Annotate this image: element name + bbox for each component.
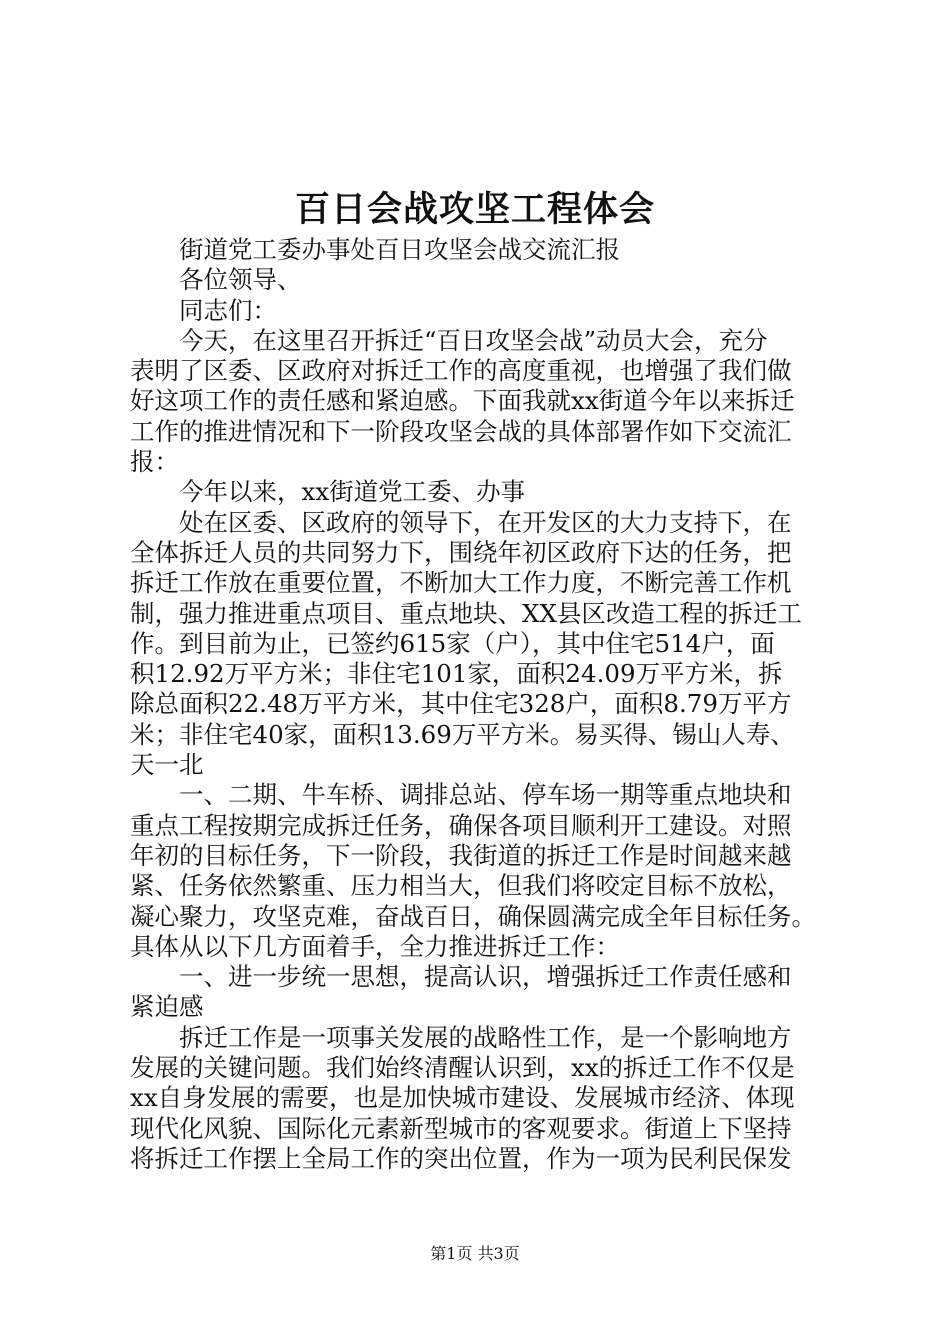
text-line: 现代化风貌、国际化元素新型城市的客观要求。街道上下坚持: [130, 1113, 792, 1143]
text-line: 天一北: [130, 750, 204, 780]
text-line: 工作的推进情况和下一阶段攻坚会战的具体部署作如下交流汇: [130, 416, 792, 446]
text-line: 街道党工委办事处百日攻坚会战交流汇报: [179, 235, 620, 264]
page-footer: 第1页 共3页: [430, 1244, 520, 1263]
text-line: 今天，在这里召开拆迁“百日攻坚会战”动员大会，充分: [179, 325, 768, 355]
text-line: 一、二期、牛车桥、调排总站、停车场一期等重点地块和: [179, 780, 792, 810]
text-line: 今年以来，xx街道党工委、办事: [179, 477, 526, 507]
text-line: 年初的目标任务，下一阶段，我街道的拆迁工作是时间越来越: [130, 840, 792, 870]
text-line: 紧、任务依然繁重、压力相当大，但我们将咬定目标不放松，: [130, 871, 792, 901]
text-line: 凝心聚力，攻坚克难，奋战百日，确保圆满完成全年目标任务。: [130, 901, 816, 931]
text-line: 表明了区委、区政府对拆迁工作的高度重视，也增强了我们做: [130, 356, 792, 386]
document-title: 百日会战攻坚工程体会: [294, 189, 655, 230]
text-line: 积12.92万平方米；非住宅101家，面积24.09万平方米，拆: [130, 659, 783, 689]
text-line: 将拆迁工作摆上全局工作的突出位置，作为一项为民利民保发: [130, 1143, 792, 1173]
text-line: 发展的关键问题。我们始终清醒认识到，xx的拆迁工作不仅是: [130, 1053, 795, 1083]
text-line: 好这项工作的责任感和紧迫感。下面我就xx街道今年以来拆迁: [130, 386, 795, 416]
text-line: xx自身发展的需要，也是加快城市建设、发展城市经济、体现: [130, 1083, 795, 1113]
text-line: 具体从以下几方面着手，全力推进拆迁工作：: [130, 931, 620, 961]
text-line: 同志们：: [179, 295, 277, 325]
text-line: 拆迁工作是一项事关发展的战略性工作，是一个影响地方: [179, 1022, 792, 1052]
text-line: 紧迫感: [130, 992, 204, 1022]
document-body: [130, 235, 830, 1174]
text-line: 制，强力推进重点项目、重点地块、XX县区改造工程的拆迁工: [130, 598, 802, 628]
text-line: 米；非住宅40家，面积13.69万平方米。易买得、锡山人寿、: [130, 719, 795, 749]
text-line: 处在区委、区政府的领导下，在开发区的大力支持下，在: [179, 507, 792, 537]
text-line: 拆迁工作放在重要位置，不断加大工作力度，不断完善工作机: [130, 568, 792, 598]
text-line: 各位领导、: [179, 265, 302, 295]
text-line: 重点工程按期完成拆迁任务，确保各项目顺利开工建设。对照: [130, 810, 792, 840]
text-line: 除总面积22.48万平方米，其中住宅328户，面积8.79万平方: [130, 689, 792, 719]
text-line: 报：: [130, 447, 179, 477]
text-line: 全体拆迁人员的共同努力下，围绕年初区政府下达的任务，把: [130, 537, 792, 567]
text-line: 作。到目前为止，已签约615家（户），其中住宅514户，面: [130, 628, 775, 658]
text-line: 一、进一步统一思想，提高认识，增强拆迁工作责任感和: [179, 962, 792, 992]
